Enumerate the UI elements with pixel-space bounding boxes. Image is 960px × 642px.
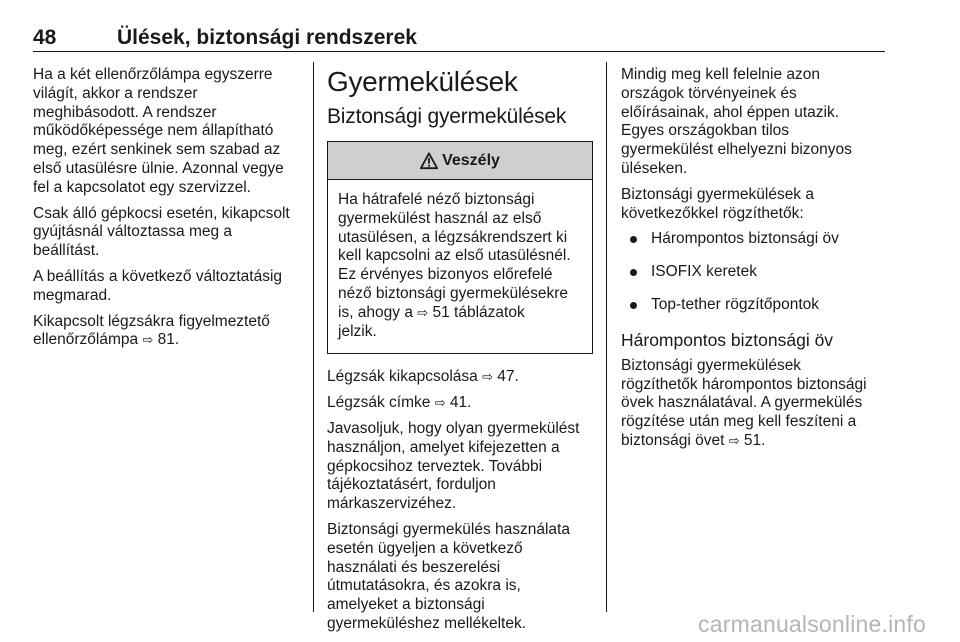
paragraph: Javasoljuk, hogy olyan gyermekülést használjon, amelyet kifejezetten a gépkocsihoz terveztek. További tájékoztatásért, forduljon márkaszervizéhez.	[327, 419, 580, 513]
warning-triangle-icon	[420, 152, 438, 170]
warning-text: Ha hátrafelé néző biztonsági gyermekülést használ az első utasülésen, a légzsákrendszert ki kell kapcsolni az első utasülésnél. Ez érvényes bizonyos előrefelé néző biztonsági gyermekülésekre is, ahogy a ⇨ 51 táblázatok jelzik.	[338, 191, 571, 340]
page-reference-arrow-icon: ⇨	[434, 395, 446, 411]
column-divider	[606, 62, 607, 612]
page-reference-arrow-icon: ⇨	[417, 304, 429, 320]
page-number: 48	[33, 26, 57, 49]
page-reference-arrow-icon: ⇨	[142, 332, 154, 348]
attachment-list	[621, 230, 891, 314]
page-header	[33, 26, 885, 52]
watermark: carmanualsonline.info	[698, 611, 926, 637]
page-reference-link[interactable]: 81.	[153, 331, 180, 349]
paragraph: Biztonsági gyermekülés használata esetén ügyeljen a következő használati és beszerelési útmutatásokra, és azokra is, amelyeket a biztonsági gyermeküléshez mellékeltek.	[327, 520, 570, 632]
paragraph: A beállítás a következő változtatásig megmarad.	[33, 267, 283, 304]
danger-warning-box	[327, 141, 593, 354]
column-left	[33, 66, 303, 357]
paragraph: Biztonsági gyermekülések rögzíthetők hárompontos biztonsági övek használatával. A gyermekülés rögzítése után meg kell feszíteni a biztonsági övet ⇨ 51.	[621, 356, 867, 449]
page-reference-arrow-icon: ⇨	[728, 432, 740, 448]
paragraph: Kikapcsolt légzsákra figyelmeztető ellenőrzőlámpa ⇨ 81.	[33, 312, 270, 349]
paragraph: Biztonsági gyermekülések a következőkkel rögzíthetők:	[621, 185, 814, 222]
list-item: ISOFIX keretek	[621, 263, 891, 282]
page-reference-link[interactable]: 51 táblázatok	[428, 303, 525, 321]
list-item: Top-tether rögzítőpontok	[621, 296, 891, 315]
chapter-title: Ülések, biztonsági rendszerek	[117, 26, 417, 49]
warning-body	[328, 180, 592, 353]
paragraph: Mindig meg kell felelnie azon országok törvényeinek és előírásainak, ahol éppen utazik. Egyes országokban tilos gyermekülést elhelyezni bizonyos üléseken.	[621, 66, 852, 177]
list-item: Hárompontos biztonsági öv	[621, 230, 891, 249]
column-divider	[313, 62, 314, 612]
warning-title: Veszély	[442, 151, 500, 169]
column-middle	[327, 66, 593, 641]
paragraph: Légzsák címke ⇨ 41.	[327, 394, 472, 412]
page-reference-arrow-icon: ⇨	[482, 369, 493, 385]
page-reference-link[interactable]: 51.	[739, 431, 766, 449]
page-reference-link[interactable]: 41.	[445, 394, 472, 412]
page-reference-link[interactable]: 47.	[493, 368, 519, 386]
subsection-heading: Biztonsági gyermekülések	[327, 105, 567, 128]
column-right	[621, 66, 891, 458]
paragraph: Légzsák kikapcsolása ⇨ 47.	[327, 368, 519, 386]
subsection-heading: Hárompontos biztonsági öv	[621, 329, 834, 350]
warning-header	[328, 142, 592, 180]
paragraph: Ha a két ellenőrzőlámpa egyszerre világít, akkor a rendszer meghibásodott. A rendszer működőképessége nem állapítható meg, ezért senkinek sem szabad az első utasülésre ülnie. Azonnal vegye fel a kapcsolatot egy szervizzel.	[33, 66, 284, 196]
section-heading: Gyermekülések	[327, 66, 518, 97]
paragraph: Csak álló gépkocsi esetén, kikapcsolt gyújtásnál változtassa meg a beállítást.	[33, 204, 290, 260]
